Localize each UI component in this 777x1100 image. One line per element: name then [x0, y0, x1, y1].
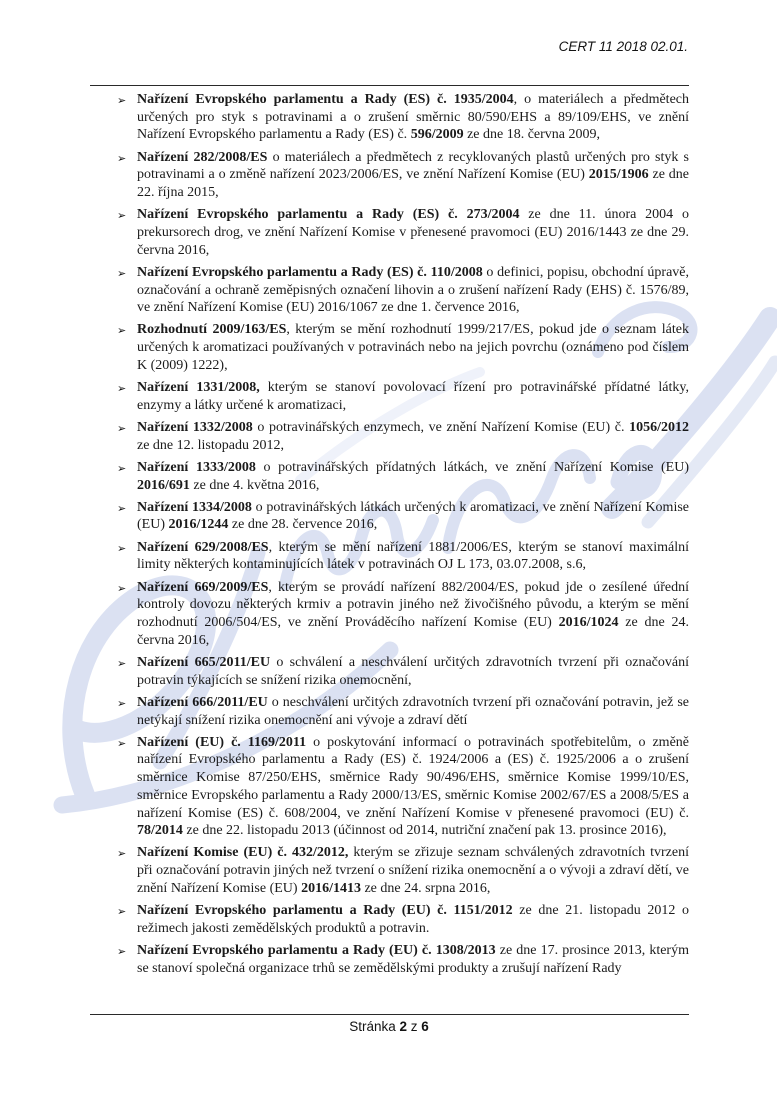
bold-text-run: 1056/2012	[629, 419, 689, 435]
arrowhead-bullet-icon: ➢	[117, 151, 127, 165]
bold-text-run: Nařízení 665/2011/EU	[137, 654, 271, 670]
text-run: o poskytování informací o potravinách spotřebitelům, o změně nařízení Evropského parlamentu a Rady (ES) č. 1924/2006 a (ES) č. 1925/2006 a o zrušení směrnice Komise 87/250/EHS, směrnice Rady 90/496/EHS, směrnice Komise 1999/10/ES, směrnice Evropského parlamentu a Rady 2000/13/ES, směrnic Komise 2002/67/ES a 2008/5/ES a nařízení Komise (ES) č. 608/2004, ve znění Nařízení Komise v přenesené pravomoci (EU) č.	[137, 734, 689, 821]
text-run: Stránka	[349, 1019, 400, 1034]
regulation-item	[117, 419, 689, 454]
bold-text-run: 2016/1244	[168, 517, 229, 533]
bold-text-run: Nařízení Evropského parlamentu a Rady (EU) č. 1308/2013	[137, 942, 496, 958]
arrowhead-bullet-icon: ➢	[117, 94, 127, 107]
regulation-item	[117, 91, 689, 144]
bold-text-run: 2	[399, 1019, 407, 1034]
regulation-list	[117, 91, 689, 982]
bold-text-run: Nařízení Komise (EU) č. 432/2012,	[137, 845, 349, 861]
arrowhead-bullet-icon: ➢	[117, 736, 127, 750]
text-run: ze dne 4. května 2016,	[189, 477, 320, 493]
regulation-item-text	[137, 734, 689, 840]
arrowhead-bullet-icon: ➢	[117, 382, 127, 396]
bold-text-run: 6	[421, 1019, 429, 1034]
bold-text-run: Nařízení (EU) č. 1169/2011	[137, 734, 307, 750]
arrowhead-bullet-icon: ➢	[117, 266, 127, 280]
regulation-item	[117, 654, 689, 689]
regulation-item-text	[137, 379, 689, 414]
arrowhead-bullet-icon: ➢	[117, 461, 127, 475]
arrowhead-bullet-icon: ➢	[117, 421, 127, 435]
regulation-item-text	[137, 694, 689, 729]
text-run: o neschválení určitých zdravotních tvrzení při označování potravin, jež se netýkají snížení rizika onemocnění ani vývoje a zdraví dětí	[137, 694, 689, 728]
text-run: kterým se stanoví povolovací řízení pro potravinářské přídatné látky, enzymy a látky určené k aromatizaci,	[137, 380, 689, 413]
text-run: , kterým se mění nařízení 1881/2006/ES, kterým se stanoví maximální limity některých kontaminujících látek v potravinách OJ L 173, 03.07.2008, s.6,	[137, 539, 689, 573]
regulation-item-text	[137, 264, 689, 317]
regulation-item	[117, 694, 689, 729]
bold-text-run: Nařízení Evropského parlamentu a Rady (EU) č. 1151/2012	[137, 903, 513, 919]
regulation-item	[117, 579, 689, 650]
text-run: ze dne 12. listopadu 2012,	[137, 437, 284, 453]
regulation-item-text	[137, 579, 689, 650]
bold-text-run: Nařízení Evropského parlamentu a Rady (ES) č. 273/2004	[137, 207, 520, 223]
bold-text-run: Nařízení 1331/2008,	[137, 380, 260, 396]
bold-text-run: 2016/1024	[558, 614, 619, 630]
footer-rule	[90, 1014, 689, 1015]
arrowhead-bullet-icon: ➢	[117, 209, 127, 223]
bold-text-run: Nařízení Evropského parlamentu a Rady (ES) č. 1935/2004	[137, 92, 514, 107]
bold-text-run: Nařízení 1332/2008	[137, 419, 253, 435]
text-run: o potravinářských enzymech, ve znění Nařízení Komise (EU) č.	[252, 419, 630, 435]
text-run: ze dne 28. července 2016,	[228, 517, 378, 533]
bold-text-run: Nařízení 282/2008/ES	[137, 149, 268, 165]
regulation-item-text	[137, 91, 689, 144]
bold-text-run: Nařízení 669/2009/ES	[137, 579, 269, 595]
bold-text-run: Nařízení Evropského parlamentu a Rady (ES) č. 110/2008	[137, 264, 483, 280]
arrowhead-bullet-icon: ➢	[117, 324, 127, 338]
text-run: o schválení a neschválení určitých zdravotních tvrzení při označování potravin týkajících se snížení rizika onemocnění,	[137, 654, 689, 688]
text-run: o materiálech a předmětech z recyklovaných plastů určených pro styk s potravinami a o změně nařízení 2023/2006/ES, ve znění Nařízení Komise (EU)	[137, 149, 689, 183]
text-run: kterým se zřizuje seznam schválených zdravotních tvrzení při označování potravin jiných než tvrzení o snížení rizika onemocnění a o vývoji a zdraví dětí, ve znění Nařízení Komise (EU)	[137, 845, 689, 896]
text-run: ze dne 22. října 2015,	[137, 167, 689, 201]
text-run: o definici, popisu, obchodní úpravě, označování a ochraně zeměpisných označení lihovin a o zrušení nařízení Rady (EHS) č. 1576/89, ve znění Nařízení Komise (EU) 2016/1067 ze dne 1. července 2016,	[137, 264, 690, 316]
text-run: , kterým se mění rozhodnutí 1999/217/ES, pokud jde o seznam látek určených k aromatizaci používaných v potravinách nebo na jejich povrchu (oznámeno pod číslem K (2009) 1222),	[137, 322, 689, 373]
text-run: ze dne 11. února 2004 o prekursorech drog, ve znění Nařízení Komise v přenesené pravomoci (EU) 2016/1443 ze dne 29. června 2016,	[137, 207, 690, 258]
text-run: , kterým se provádí nařízení 882/2004/ES, pokud jde o zesílené úřední kontroly dovozu některých krmiv a potravin jiného než živočišného původu, a kterým se mění rozhodnutí 2006/504/ES, ve znění Prováděcího nařízení Komise (EU)	[137, 579, 689, 630]
bold-text-run: Nařízení 666/2011/EU	[137, 694, 268, 710]
regulation-item-text	[137, 149, 689, 202]
bold-text-run: Nařízení 629/2008/ES	[137, 539, 269, 555]
text-run: ze dne 24. srpna 2016,	[360, 880, 491, 896]
text-run: ze dne 24. června 2016,	[137, 614, 689, 648]
arrowhead-bullet-icon: ➢	[117, 581, 127, 595]
bold-text-run: 78/2014	[137, 823, 183, 839]
arrowhead-bullet-icon: ➢	[117, 905, 127, 919]
text-run: z	[407, 1019, 422, 1034]
regulation-item	[117, 499, 689, 534]
regulation-item	[117, 942, 689, 977]
bold-text-run: 2015/1906	[588, 167, 649, 183]
bold-text-run: Rozhodnutí 2009/163/ES	[137, 322, 287, 338]
text-run: ze dne 17. prosince 2013, kterým se stanoví společná organizace trhů se zemědělskými produkty a zrušují nařízení Rady	[137, 942, 689, 976]
text-run: , o materiálech a předmětech určených pro styk s potravinami a o zrušení směrnic 80/590/EHS a 89/109/EHS, ve znění Nařízení Evropského parlamentu a Rady (ES) č.	[137, 92, 689, 143]
bold-text-run: 2016/691	[137, 477, 190, 493]
bold-text-run: 596/2009	[410, 127, 464, 143]
regulation-item-text	[137, 459, 689, 494]
text-run: o potravinářských přídatných látkách, ve znění Nařízení Komise (EU)	[255, 459, 689, 475]
bold-text-run: Nařízení 1334/2008	[137, 499, 252, 515]
regulation-item	[117, 459, 689, 494]
bold-text-run: 2016/1413	[301, 880, 361, 896]
regulation-item-text	[137, 321, 689, 374]
arrowhead-bullet-icon: ➢	[117, 541, 127, 555]
regulation-item-text	[137, 942, 689, 977]
text-run: ze dne 21. listopadu 2012 o režimech jakosti zemědělských produktů a potravin.	[137, 903, 689, 936]
text-run: o potravinářských látkách určených k aromatizaci, ve znění Nařízení Komise (EU)	[137, 499, 689, 533]
arrowhead-bullet-icon: ➢	[117, 944, 127, 958]
regulation-item	[117, 264, 689, 317]
regulation-item-text	[137, 844, 689, 897]
bold-text-run: Nařízení 1333/2008	[137, 459, 256, 475]
regulation-item	[117, 734, 689, 840]
regulation-item-text	[137, 539, 689, 574]
arrowhead-bullet-icon: ➢	[117, 501, 127, 515]
regulation-item-text	[137, 654, 689, 689]
arrowhead-bullet-icon: ➢	[117, 847, 127, 861]
regulation-item	[117, 149, 689, 202]
page-number	[90, 1019, 688, 1034]
regulation-item	[117, 539, 689, 574]
regulation-item-text	[137, 419, 689, 454]
regulation-item-text	[137, 206, 689, 259]
arrowhead-bullet-icon: ➢	[117, 656, 127, 670]
arrowhead-bullet-icon: ➢	[117, 696, 127, 710]
regulation-item	[117, 321, 689, 374]
regulation-item	[117, 379, 689, 414]
regulation-item	[117, 902, 689, 937]
regulation-item	[117, 206, 689, 259]
regulation-item	[117, 844, 689, 897]
header-rule	[90, 85, 689, 86]
regulation-item-text	[137, 499, 689, 534]
document-reference: CERT 11 2018 02.01.	[558, 39, 688, 54]
text-run: ze dne 22. listopadu 2013 (účinnost od 2014, nutriční značení pak 13. prosince 2016),	[182, 823, 667, 839]
regulation-item-text	[137, 902, 689, 937]
text-run: ze dne 18. června 2009,	[463, 127, 601, 143]
